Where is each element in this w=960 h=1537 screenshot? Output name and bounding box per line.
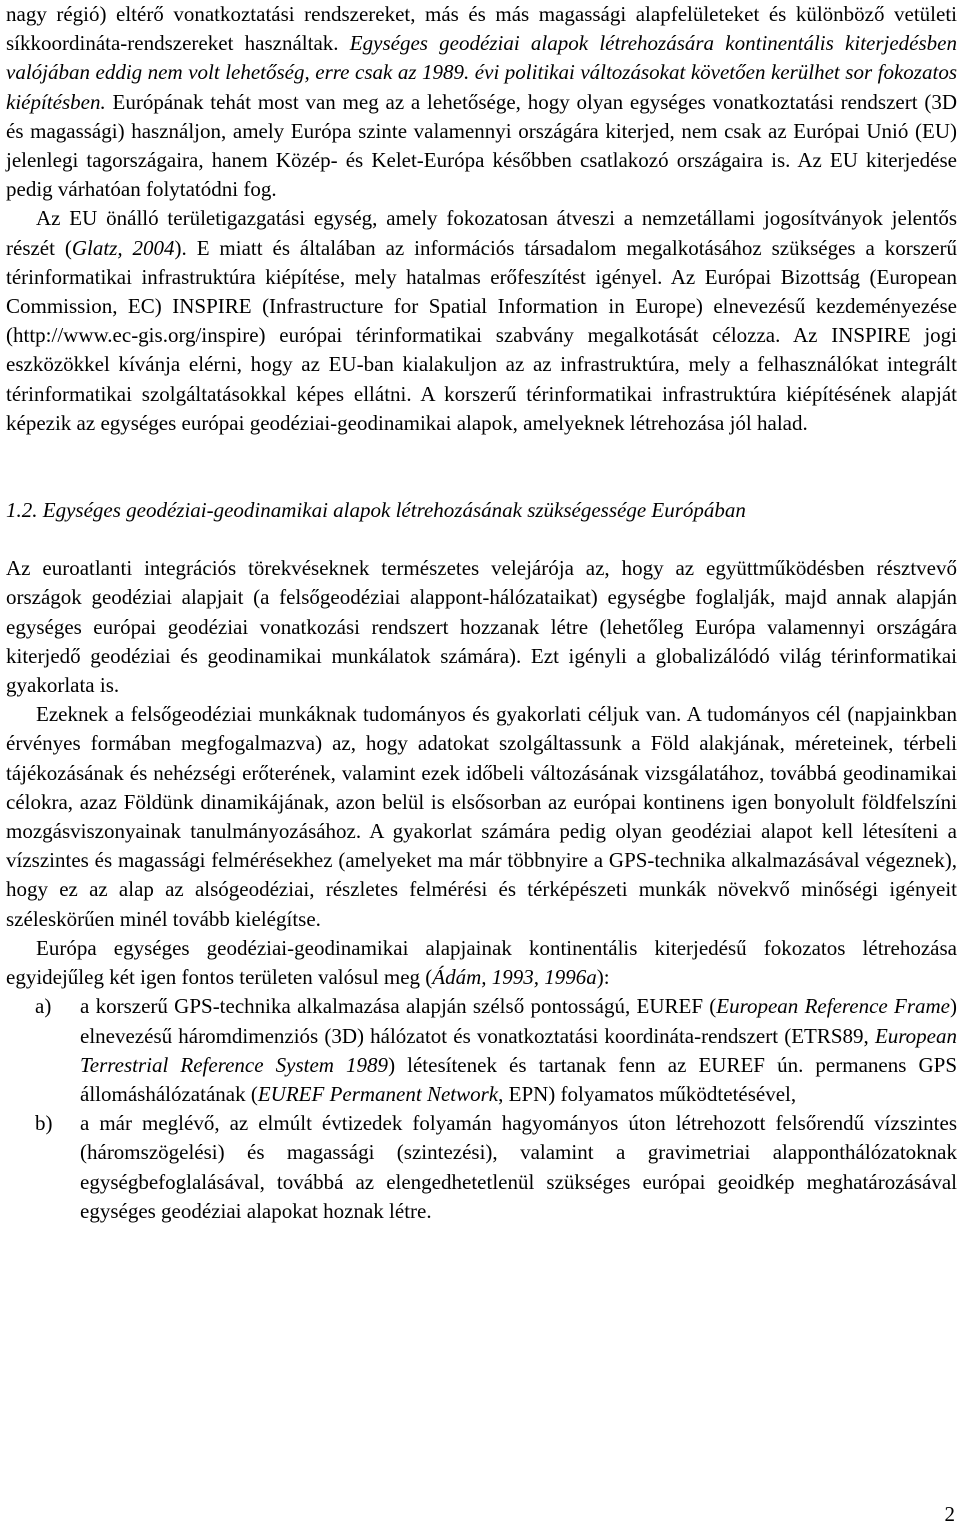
paragraph-2-citation: Glatz, 2004: [71, 235, 175, 260]
paragraph-2: [6, 204, 957, 438]
paragraph-5-citation: Ádám, 1993, 1996a: [432, 965, 597, 990]
paragraph-5-text-b: ):: [596, 965, 610, 990]
list-item-a-text-4: , EPN) folyamatos működtetésével,: [498, 1081, 797, 1106]
paragraph-5: [6, 934, 957, 992]
paragraph-3: Az euroatlanti integrációs törekvéseknek természetes velejárója az, hogy az együttműködésben résztvevő országok geodéziai alapjait (a felsőgeodéziai alappont-hálózataikat) egységbe foglalják, majd annak alapján egységes európai geodéziai vonatkozási rendszert hozzanak létre (lehetőleg Európa valamennyi országára kiterjedő geodéziai és geodinamikai munkálatok számára). Ezt igényli a globalizálódó világ térinformatikai gyakorlata is.: [6, 556, 957, 698]
paragraph-1-text-a: nagy régió) eltérő vonatkoztatási rendszereket, más és más magassági alapfelületeket és különböző vetületi síkkoordináta-rendszereket használtak.: [6, 2, 957, 56]
list-item-a-text-2: ) elnevezésű háromdimenziós (3D) hálózatot és vonatkoztatási koordináta-rendszert (ETRS89,: [80, 994, 957, 1048]
section-heading: 1.2. Egységes geodéziai-geodinamikai alapok létrehozásának szükségessége Európában: [6, 498, 746, 523]
list-item-b: [6, 1109, 957, 1226]
list-item-a-text-3: ) létesítenek és tartanak fenn az EUREF ún. permanens GPS állomáshálózatának (: [80, 1052, 957, 1106]
paragraph-1-italic: Egységes geodéziai alapok létrehozására kontinentális kiterjedésben valójában eddig nem volt lehetőség, erre csak az 1989. évi politikai változásokat követően kerülhet sor fokozatos kiépítésben.: [6, 31, 958, 114]
list-item-a: [6, 992, 957, 1109]
list-marker-a: a): [35, 994, 52, 1019]
list-item-a-italic-3: EUREF Permanent Network: [257, 1081, 499, 1106]
paragraph-5-text-a: Európa egységes geodéziai-geodinamikai alapjainak kontinentális kiterjedésű fokozatos létrehozása egyidejűleg két igen fontos területen valósul meg (: [6, 935, 957, 990]
paragraph-2-text-a: Az EU önálló területigazgatási egység, amely fokozatosan átveszi a nemzetállami jogosítványok jelentős részét (: [6, 206, 957, 260]
paragraph-1: [6, 0, 957, 204]
list-item-a-text-1: a korszerű GPS-technika alkalmazása alapján szélső pontosságú, EUREF (: [80, 994, 717, 1019]
spacer: [6, 525, 957, 554]
list-item-a-italic-1: European Reference Frame: [716, 994, 950, 1019]
enumerated-list: [6, 992, 957, 1226]
spacer: [6, 438, 957, 496]
list-item-b-text: a már meglévő, az elmúlt évtizedek folyamán hagyományos úton létrehozott felsőrendű vízszintes (háromszögelési) és magassági (szintezési), valamint a gravimetriai alapponthálózatoknak egységbefoglalásával, továbbá az elengedhetetlenül szükséges európai geoidkép meghatározásával egységes geodéziai alapokat hoznak létre.: [80, 1111, 957, 1223]
paragraph-1-text-b: Európának tehát most van meg az a lehetősége, hogy olyan egységes vonatkoztatási rendszert (3D és magassági) használjon, amely Európa szinte valamennyi országára kiterjed, nem csak az Európai Unió (EU) jelenlegi tagországaira, hanem Közép- és Kelet-Európa későbben csatlakozó országaira is. Az EU kiterjedése pedig várhatóan folytatódni fog.: [6, 89, 957, 202]
paragraph-4: Ezeknek a felsőgeodéziai munkáknak tudományos és gyakorlati céljuk van. A tudományos cél (napjainkban érvényes formában megfogalmazva) az, hogy adatokat szolgáltassunk a Föld alakjának, méreteinek, térbeli tájékozásának és nehézségi erőterének, valamint ezek időbeli változásának vizsgálatához, továbbá geodinamikai célokra, azaz Földünk dinamikájának, azon belül is elsősorban az európai kontinens igen bonyolult földfelszíni mozgásviszonyainak tanulmányozásához. A gyakorlat számára pedig olyan geodéziai alapot kell létesíteni a vízszintes és magassági felmérésekhez (amelyeket ma már többnyire a GPS-technika alkalmazásával végeznek), hogy ez az alap az alsógeodéziai, részletes felmérési és térképészeti munkák növekvő minőségi igényeit széleskörűen minél tovább kielégítse.: [6, 702, 957, 931]
page-number: 2: [944, 1502, 955, 1526]
list-item-a-italic-2: European Terrestrial Reference System 1989: [80, 1023, 957, 1077]
paragraph-2-text-b: ). E miatt és általában az információs társadalom megalkotásához szükséges a korszerű térinformatikai infrastruktúra kiépítése, mely hatalmas erőfeszítést igényel. Az Európai Bizottság (European Commission, EC) INSPIRE (Infrastructure for Spatial Information in Europe) elnevezésű kezdeményezése (http://www.ec-gis.org/inspire) európai térinformatikai szabvány megalkotását célozza. Az INSPIRE jogi eszközökkel kívánja elérni, hogy az EU-ban kialakuljon az az infrastruktúra, mely a felhasználókat integrált térinformatikai szolgáltatásokkal képes ellátni. A korszerű térinformatikai infrastruktúra kiépítésének alapját képezik az egységes európai geodéziai-geodinamikai alapok, amelyeknek létrehozása jól halad.: [6, 235, 957, 435]
list-marker-b: b): [35, 1111, 53, 1136]
